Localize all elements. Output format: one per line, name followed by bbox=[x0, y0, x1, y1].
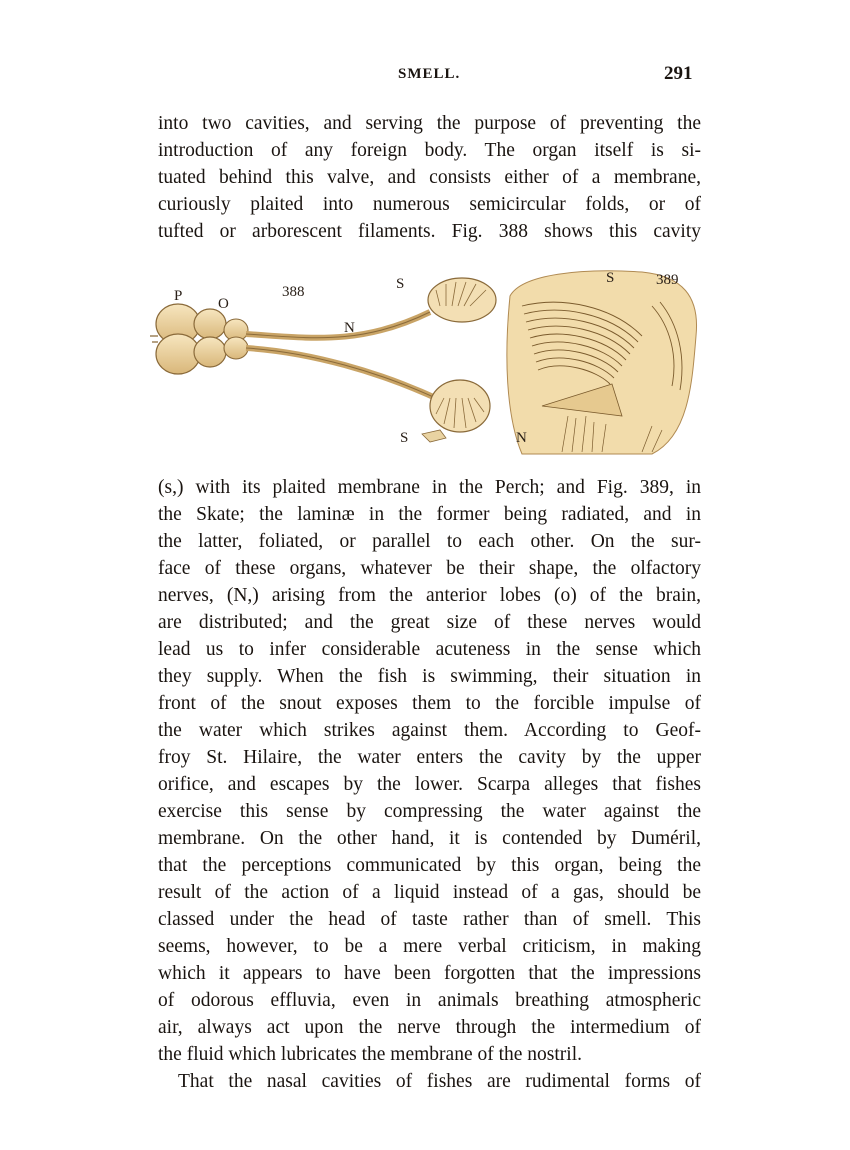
fig-388-label-s-bottom: S bbox=[400, 430, 409, 446]
text-line: (s,) with its plaited membrane in the Perch; and Fig. 389, in bbox=[158, 477, 701, 498]
fig-388-engraving bbox=[140, 262, 500, 462]
fig-388-label-o: O bbox=[218, 296, 229, 312]
text-line: classed under the head of taste rather than of smell. This bbox=[158, 909, 701, 930]
text-line: seems, however, to be a mere verbal criticism, in making bbox=[158, 936, 701, 957]
text-line: front of the snout exposes them to the forcible impulse of bbox=[158, 693, 701, 714]
text-line: face of these organs, whatever be their shape, the olfactory bbox=[158, 558, 701, 579]
fig-388-label-p: P bbox=[174, 288, 183, 304]
text-line: tuated behind this valve, and consists either of a membrane, bbox=[158, 167, 701, 188]
fig-389-number: 389 bbox=[656, 272, 679, 288]
paragraph-1 bbox=[158, 110, 701, 245]
text-line: nerves, (N,) arising from the anterior lobes (o) of the brain, bbox=[158, 585, 701, 606]
text-line: into two cavities, and serving the purpose of preventing the bbox=[158, 113, 701, 134]
fig-389-label-s: S bbox=[606, 270, 615, 286]
text-line: of odorous effluvia, even in animals breathing atmospheric bbox=[158, 990, 701, 1011]
text-line: froy St. Hilaire, the water enters the cavity by the upper bbox=[158, 747, 701, 768]
text-line: the Skate; the laminæ in the former being radiated, and in bbox=[158, 504, 701, 525]
text-line: membrane. On the other hand, it is contended by Duméril, bbox=[158, 828, 701, 849]
text-line: exercise this sense by compressing the water against the bbox=[158, 801, 701, 822]
fig-389-engraving bbox=[502, 266, 702, 458]
text-line: introduction of any foreign body. The organ itself is si- bbox=[158, 140, 701, 161]
text-line: that the perceptions communicated by this organ, being the bbox=[158, 855, 701, 876]
fig-388-label-s-top: S bbox=[396, 276, 405, 292]
text-line: the fluid which lubricates the membrane of the nostril. bbox=[158, 1044, 583, 1065]
fig-388-number: 388 bbox=[282, 284, 305, 300]
paragraph-2 bbox=[158, 474, 701, 1095]
running-title: SMELL. bbox=[398, 66, 461, 82]
text-line: tufted or arborescent filaments. Fig. 388 shows this cavity bbox=[158, 221, 701, 242]
text-line: are distributed; and the great size of these nerves would bbox=[158, 612, 701, 633]
page-number: 291 bbox=[664, 63, 693, 84]
text-line: orifice, and escapes by the lower. Scarpa alleges that fishes bbox=[158, 774, 701, 795]
text-line: curiously plaited into numerous semicircular folds, or of bbox=[158, 194, 701, 215]
text-line: That the nasal cavities of fishes are rudimental forms of bbox=[178, 1071, 701, 1092]
fig-389-label-n: N bbox=[516, 430, 527, 446]
figure-388-389 bbox=[140, 262, 710, 462]
text-line: the water which strikes against them. According to Geof- bbox=[158, 720, 701, 741]
fig-388-label-n: N bbox=[344, 320, 355, 336]
text-line: which it appears to have been forgotten that the impressions bbox=[158, 963, 701, 984]
text-line: result of the action of a liquid instead of a gas, should be bbox=[158, 882, 701, 903]
text-line: lead us to infer considerable acuteness in the sense which bbox=[158, 639, 701, 660]
text-line: the latter, foliated, or parallel to each other. On the sur- bbox=[158, 531, 701, 552]
text-line: air, always act upon the nerve through the intermedium of bbox=[158, 1017, 701, 1038]
text-line: they supply. When the fish is swimming, their situation in bbox=[158, 666, 701, 687]
